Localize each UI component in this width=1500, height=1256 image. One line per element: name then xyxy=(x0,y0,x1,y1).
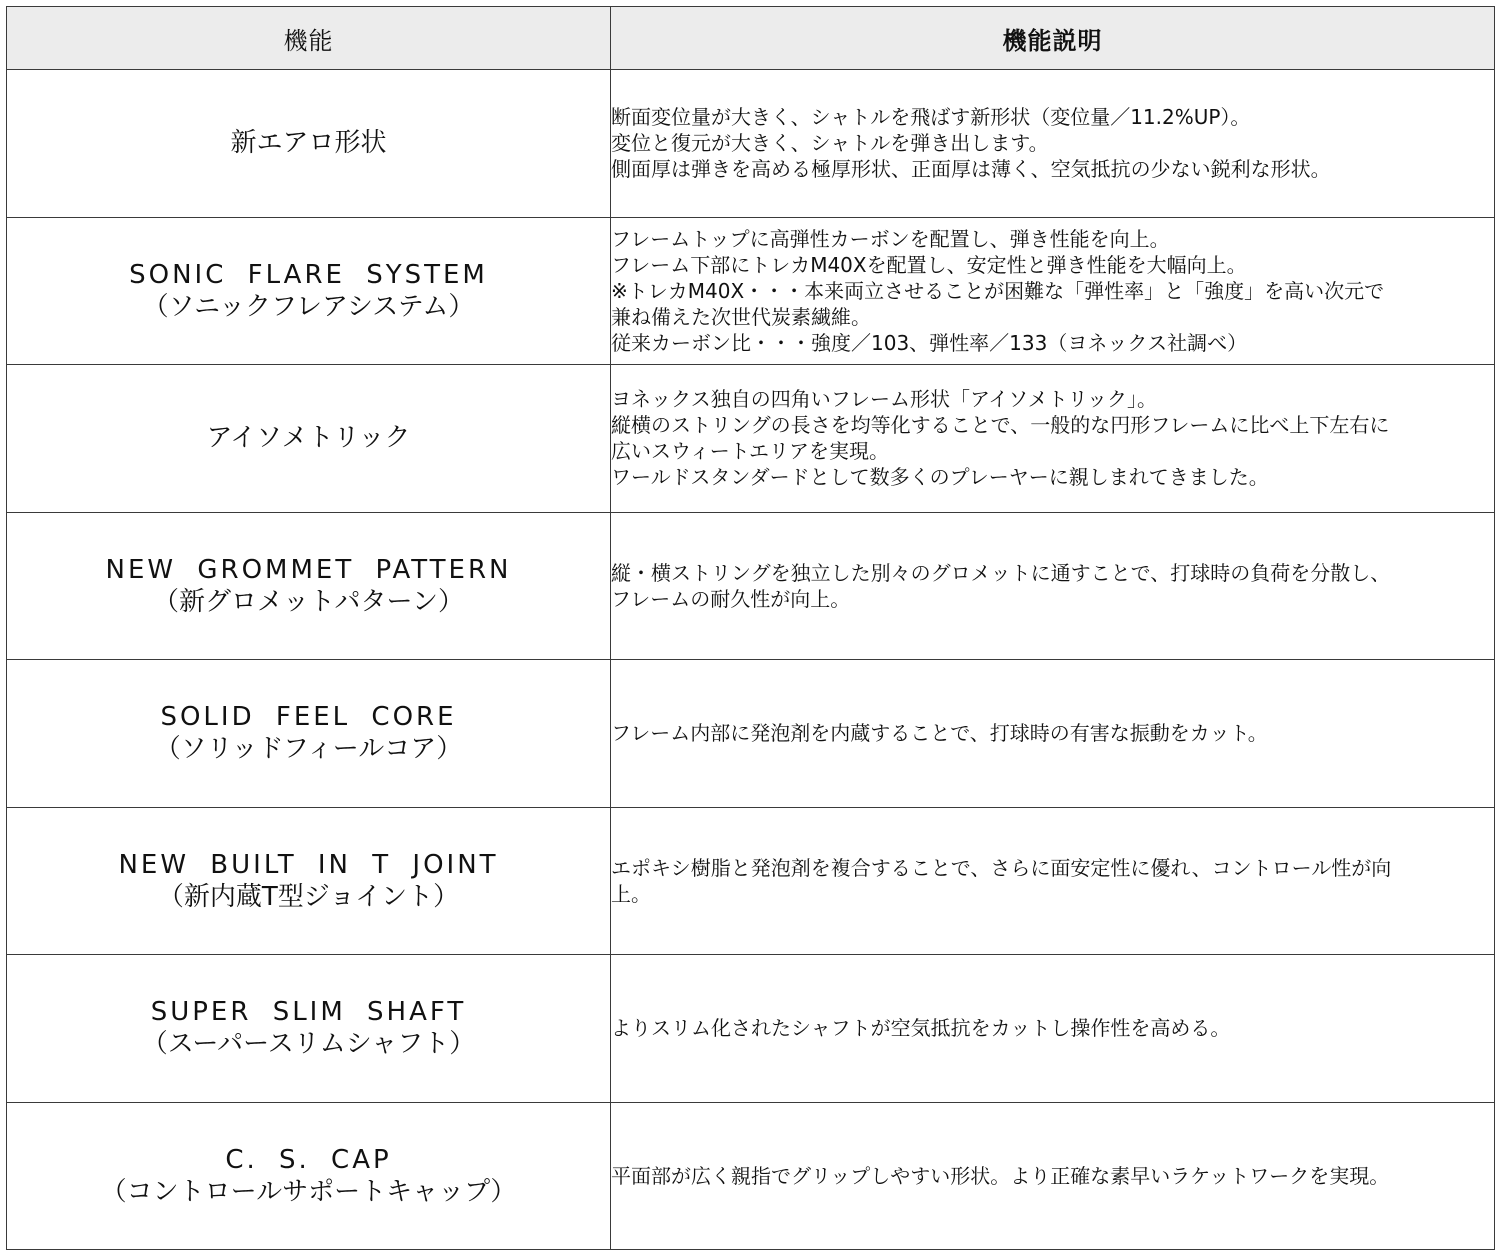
feature-cell xyxy=(7,955,611,1103)
feature-name-en: C. S. CAP xyxy=(225,1144,392,1175)
feature-cell xyxy=(7,70,611,218)
description-line: ヨネックス独自の四角いフレーム形状「アイソメトリック」。 xyxy=(611,387,1157,412)
description-cell xyxy=(611,807,1495,955)
description-line: 断面変位量が大きく、シャトルを飛ばす新形状（変位量／11.2%UP）。 xyxy=(611,105,1251,130)
feature-cell xyxy=(7,512,611,660)
header-feature: 機能 xyxy=(7,7,611,70)
feature-table xyxy=(6,6,1495,1250)
feature-name-ja: （新内蔵T型ジョイント） xyxy=(157,881,460,912)
description-line: 兼ね備えた次世代炭素繊維。 xyxy=(611,304,871,329)
table-row xyxy=(7,660,1495,808)
feature-cell xyxy=(7,217,611,365)
table-row xyxy=(7,217,1495,365)
table-row xyxy=(7,955,1495,1103)
description-cell xyxy=(611,217,1495,365)
table-header-row xyxy=(7,7,1495,70)
description-line: 縦・横ストリングを独立した別々のグロメットに通すことで、打球時の負荷を分散し、 xyxy=(611,560,1391,585)
feature-name-ja: （ソリッドフィールコア） xyxy=(154,734,463,765)
description-line: 変位と復元が大きく、シャトルを弾き出します。 xyxy=(611,131,1049,156)
feature-name-en: SONIC FLARE SYSTEM xyxy=(129,259,488,290)
description-cell xyxy=(611,660,1495,808)
table-row xyxy=(7,512,1495,660)
feature-cell xyxy=(7,365,611,513)
feature-cell xyxy=(7,1102,611,1250)
description-line: ※トレカM40X・・・本来両立させることが困難な「弾性率」と「強度」を高い次元で xyxy=(611,278,1385,303)
table-row xyxy=(7,1102,1495,1250)
description-cell xyxy=(611,955,1495,1103)
header-description: 機能説明 xyxy=(611,7,1495,70)
description-line: 縦横のストリングの長さを均等化することで、一般的な円形フレームに比べ上下左右に xyxy=(611,413,1390,438)
description-line: フレームの耐久性が向上。 xyxy=(611,586,851,611)
description-line: 従来カーボン比・・・強度／103、弾性率／133（ヨネックス社調べ） xyxy=(611,330,1248,355)
description-cell xyxy=(611,512,1495,660)
feature-name-en: SUPER SLIM SHAFT xyxy=(150,997,467,1028)
description-cell xyxy=(611,1102,1495,1250)
description-line: エポキシ樹脂と発泡剤を複合することで、さらに面安定性に優れ、コントロール性が向 xyxy=(611,855,1392,880)
feature-cell xyxy=(7,660,611,808)
feature-name-ja: （新グロメットパターン） xyxy=(153,586,464,617)
description-line: 側面厚は弾きを高める極厚形状、正面厚は薄く、空気抵抗の少ない鋭利な形状。 xyxy=(611,157,1331,182)
feature-name-ja: 新エアロ形状 xyxy=(230,128,387,159)
description-line: フレームトップに高弾性カーボンを配置し、弾き性能を向上。 xyxy=(611,226,1170,251)
feature-cell xyxy=(7,807,611,955)
feature-name-ja: （ソニックフレアシステム） xyxy=(142,291,475,322)
feature-name-ja: （コントロールサポートキャップ） xyxy=(100,1176,517,1207)
table-row xyxy=(7,807,1495,955)
description-line: よりスリム化されたシャフトが空気抵抗をカットし操作性を高める。 xyxy=(611,1016,1231,1041)
description-line: 平面部が広く親指でグリップしやすい形状。より正確な素早いラケットワークを実現。 xyxy=(611,1163,1390,1188)
feature-name-ja: （スーパースリムシャフト） xyxy=(141,1029,476,1060)
description-line: フレーム下部にトレカM40Xを配置し、安定性と弾き性能を大幅向上。 xyxy=(611,252,1247,277)
description-line: ワールドスタンダードとして数多くのプレーヤーに親しまれてきました。 xyxy=(611,465,1269,490)
feature-name-en: NEW GROMMET PATTERN xyxy=(105,554,512,585)
description-line: 上。 xyxy=(611,881,651,906)
feature-name-ja: アイソメトリック xyxy=(206,423,411,454)
description-cell xyxy=(611,70,1495,218)
description-cell xyxy=(611,365,1495,513)
table-row xyxy=(7,70,1495,218)
feature-name-en: SOLID FEEL CORE xyxy=(160,702,457,733)
description-line: フレーム内部に発泡剤を内蔵することで、打球時の有害な振動をカット。 xyxy=(611,721,1268,746)
description-line: 広いスウィートエリアを実現。 xyxy=(611,439,889,464)
table-row xyxy=(7,365,1495,513)
feature-name-en: NEW BUILT IN T JOINT xyxy=(118,849,499,880)
